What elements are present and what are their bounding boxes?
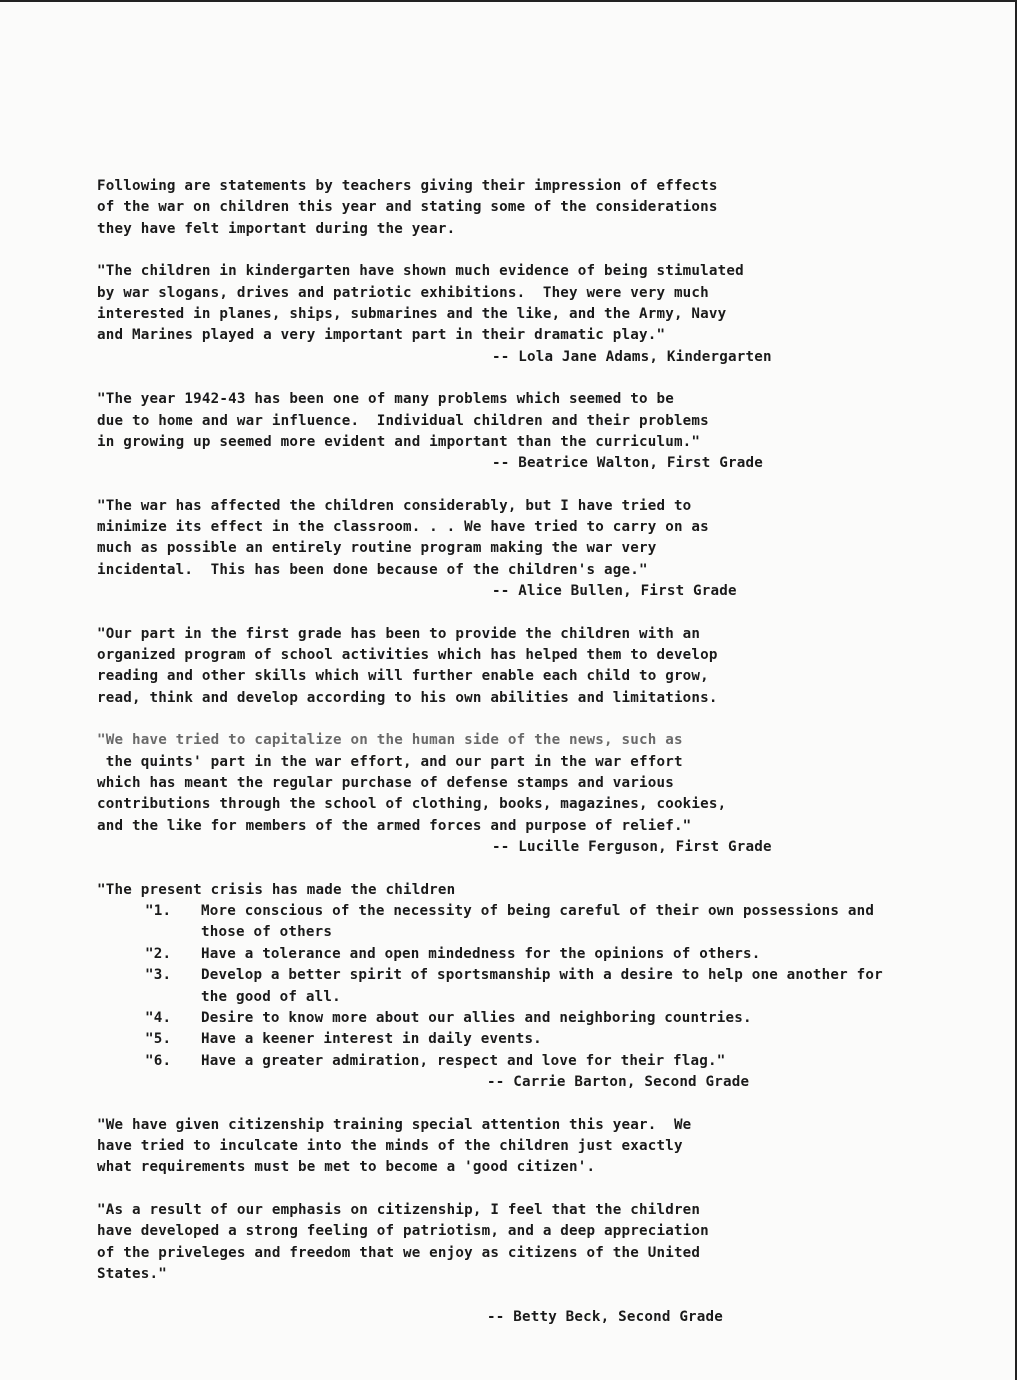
text-line: "The war has affected the children considerably, but I have tried to: [97, 497, 692, 514]
text-line: contributions through the school of clothing, books, magazines, cookies,: [97, 796, 727, 813]
signature: -- Carrie Barton, Second Grade: [487, 1074, 750, 1091]
list-item: [97, 1051, 897, 1072]
text-line: due to home and war influence. Individual children and their problems: [97, 412, 709, 429]
list-item: [97, 1008, 897, 1029]
text-line: of the priveleges and freedom that we enjoy as citizens of the United: [97, 1244, 701, 1261]
text-line: in growing up seemed more evident and important than the curriculum.": [97, 433, 701, 450]
list-item-text: Have a greater admiration, respect and love for their flag.": [201, 1052, 726, 1069]
statement-walton: [97, 389, 897, 475]
text-line: interested in planes, ships, submarines and the like, and the Army, Navy: [97, 305, 727, 322]
statement-adams: [97, 261, 897, 368]
text-line: [97, 1285, 897, 1306]
statement-barton: [97, 880, 897, 1094]
list-item-number: "4.: [145, 1009, 172, 1026]
list-item: [97, 965, 897, 1008]
list-item-number: "1.: [145, 902, 172, 919]
text-line: organized program of school activities which has helped them to develop: [97, 647, 718, 664]
text-line: read, think and develop according to his own abilities and limitations.: [97, 689, 718, 706]
text-line: incidental. This has been done because of the children's age.": [97, 561, 648, 578]
text-line: "As a result of our emphasis on citizenship, I feel that the children: [97, 1201, 701, 1218]
signature: -- Beatrice Walton, First Grade: [492, 455, 763, 472]
text-line: Following are statements by teachers giving their impression of effects: [97, 178, 718, 194]
list-item: [97, 944, 897, 965]
list-item-number: "6.: [145, 1052, 172, 1069]
signature: -- Lola Jane Adams, Kindergarten: [492, 348, 772, 365]
list-item-number: "5.: [145, 1031, 172, 1048]
signature: -- Betty Beck, Second Grade: [487, 1308, 724, 1325]
list-item: [97, 901, 897, 944]
statement-bullen: [97, 496, 897, 603]
statement-ferguson-part2: [97, 730, 897, 858]
signature: -- Alice Bullen, First Grade: [492, 583, 737, 600]
text-line: by war slogans, drives and patriotic exhibitions. They were very much: [97, 284, 709, 301]
text-line: and the like for members of the armed forces and purpose of relief.": [97, 817, 692, 834]
statement-ferguson-part1: [97, 624, 897, 710]
list-item-number: "3.: [145, 967, 172, 984]
text-line: have developed a strong feeling of patriotism, and a deep appreciation: [97, 1223, 709, 1240]
text-line: the quints' part in the war effort, and our part in the war effort: [97, 753, 683, 770]
text-line: they have felt important during the year.: [97, 220, 456, 237]
text-line: which has meant the regular purchase of defense stamps and various: [97, 774, 674, 791]
document-body: [97, 176, 897, 1349]
intro-paragraph: [97, 176, 897, 240]
text-line: "We have given citizenship training special attention this year. We: [97, 1116, 692, 1133]
signature: -- Lucille Ferguson, First Grade: [492, 839, 772, 856]
text-line: and Marines played a very important part in their dramatic play.": [97, 327, 666, 344]
list-item-text: More conscious of the necessity of being careful of their own possessions and those of others: [201, 902, 875, 941]
list-intro: "The present crisis has made the children: [97, 881, 456, 898]
text-line: minimize its effect in the classroom. . . We have tried to carry on as: [97, 519, 709, 536]
list-item-number: "2.: [145, 945, 172, 962]
text-line: have tried to inculcate into the minds of the children just exactly: [97, 1137, 683, 1154]
list-item-text: Have a keener interest in daily events.: [201, 1031, 542, 1048]
list-item-text: Desire to know more about our allies and neighboring countries.: [201, 1009, 752, 1026]
text-line: reading and other skills which will further enable each child to grow,: [97, 668, 709, 685]
text-line: "The children in kindergarten have shown much evidence of being stimulated: [97, 263, 744, 280]
list-item: [97, 1029, 897, 1050]
statement-beck-part1: [97, 1115, 897, 1179]
list-item-text: Develop a better spirit of sportsmanship with a desire to help one another for the good of all.: [201, 967, 883, 1005]
list-item-text: Have a tolerance and open mindedness for the opinions of others.: [201, 945, 761, 962]
text-line: of the war on children this year and stating some of the considerations: [97, 199, 718, 216]
text-line: what requirements must be met to become a 'good citizen'.: [97, 1159, 596, 1176]
text-line: "The year 1942-43 has been one of many problems which seemed to be: [97, 391, 674, 408]
text-line: "We have tried to capitalize on the human side of the news, such as: [97, 732, 683, 749]
text-line: States.": [97, 1265, 167, 1282]
text-line: "Our part in the first grade has been to provide the children with an: [97, 625, 701, 642]
statement-beck-part2: [97, 1200, 897, 1328]
text-line: much as possible an entirely routine program making the war very: [97, 540, 657, 557]
